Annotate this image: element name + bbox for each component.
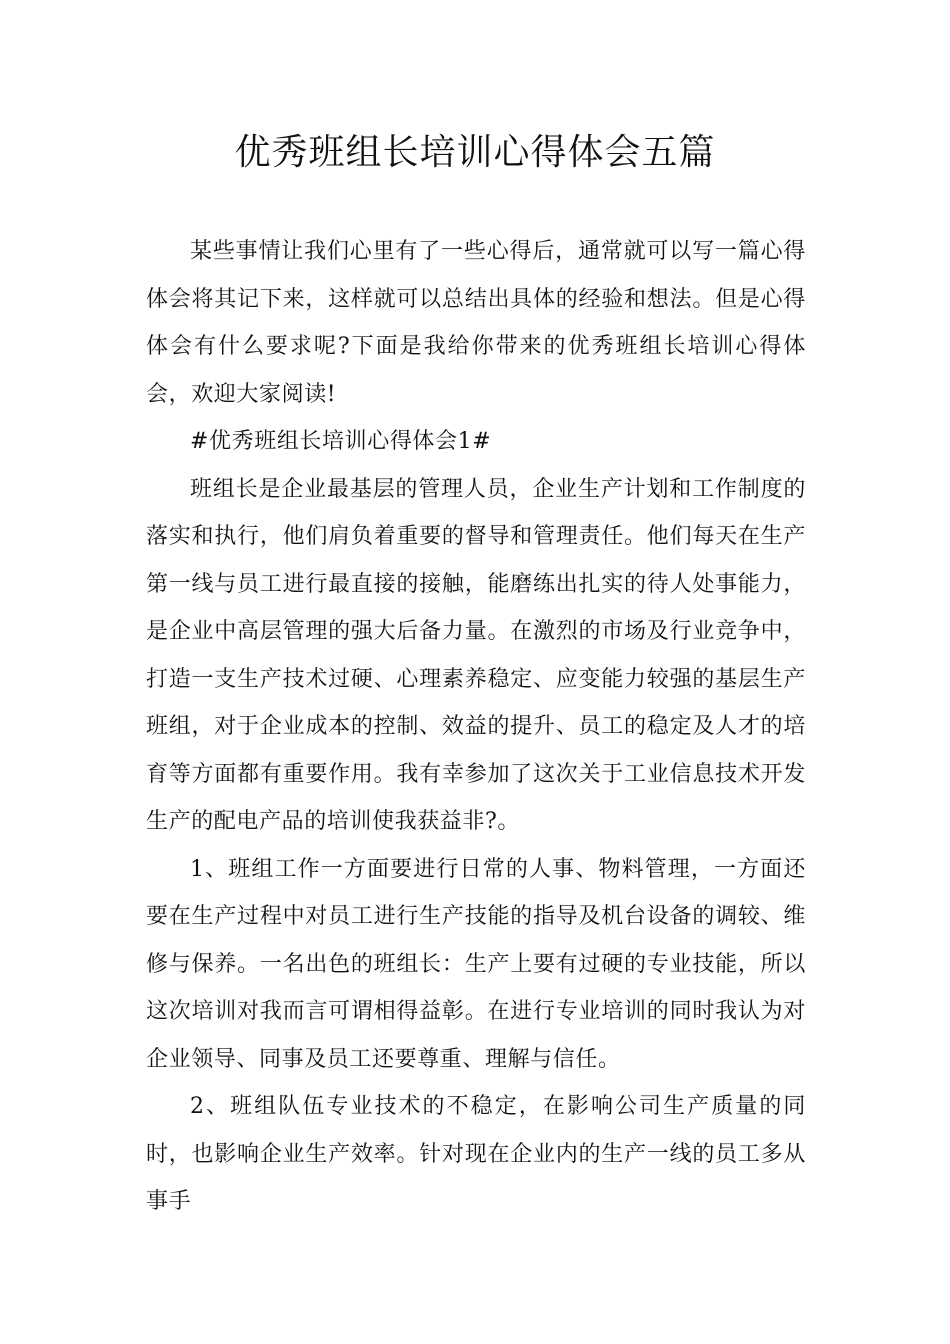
body-paragraph: 2、班组队伍专业技术的不稳定，在影响公司生产质量的同时，也影响企业生产效率。针对现在企业内的生产一线的员工多从事手	[146, 1094, 806, 1214]
document-title: 优秀班组长培训心得体会五篇	[234, 132, 716, 173]
intro-paragraph: 某些事情让我们心里有了一些心得后，通常就可以写一篇心得体会将其记下来，这样就可以总结出具体的经验和想法。但是心得体会有什么要求呢?下面是我给你带来的优秀班组长培训心得体会，欢迎大家阅读!	[146, 239, 806, 407]
body-paragraph: 1、班组工作一方面要进行日常的人事、物料管理，一方面还要在生产过程中对员工进行生产技能的指导及机台设备的调较、维修与保养。一名出色的班组长：生产上要有过硬的专业技能，所以这次培训对我而言可谓相得益彰。在进行专业培训的同时我认为对企业领导、同事及员工还要尊重、理解与信任。	[146, 856, 806, 1072]
section-heading: #优秀班组长培训心得体会1#	[190, 429, 492, 454]
document-body	[146, 228, 806, 1226]
body-paragraph: 班组长是企业最基层的管理人员，企业生产计划和工作制度的落实和执行，他们肩负着重要的督导和管理责任。他们每天在生产第一线与员工进行最直接的接触，能磨练出扎实的待人处事能力，是企业中高层管理的强大后备力量。在激烈的市场及行业竞争中，打造一支生产技术过硬、心理素养稳定、应变能力较强的基层生产班组，对于企业成本的控制、效益的提升、员工的稳定及人才的培育等方面都有重要作用。我有幸参加了这次关于工业信息技术开发生产的配电产品的培训使我获益非?。	[146, 476, 806, 834]
